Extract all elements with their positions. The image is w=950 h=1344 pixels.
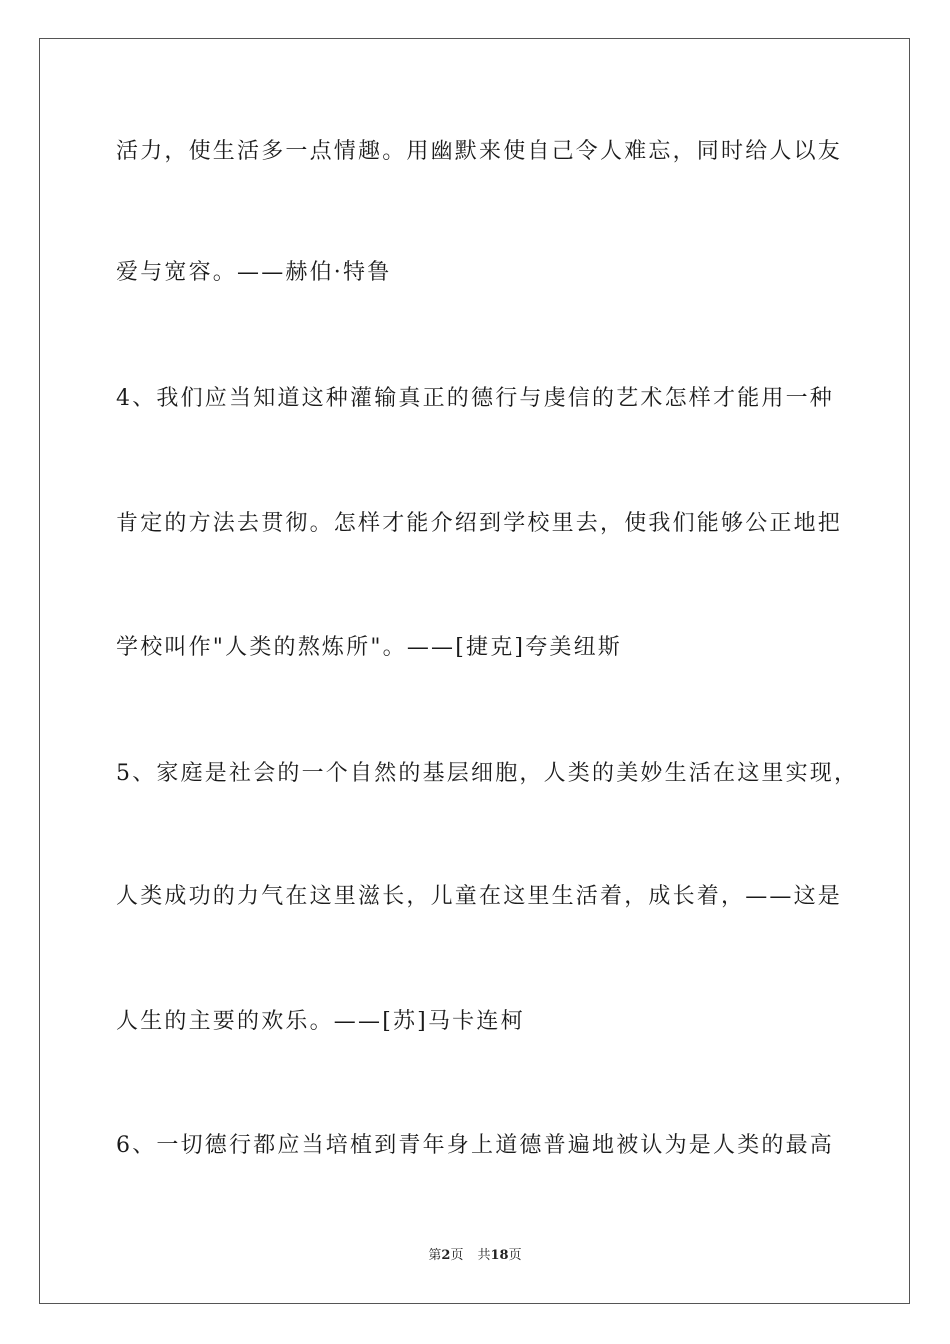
body-line-9: 6、一切德行都应当培植到青年身上道德普遍地被认为是人类的最高	[116, 1133, 834, 1158]
body-line-6: 5、家庭是社会的一个自然的基层细胞，人类的美妙生活在这里实现，	[116, 761, 859, 786]
footer-page-number: 2	[441, 1248, 451, 1263]
body-line-1: 活力，使生活多一点情趣。用幽默来使自己令人难忘，同时给人以友	[116, 139, 843, 164]
body-line-7: 人类成功的力气在这里滋长，儿童在这里生活着，成长着，——这是	[116, 884, 843, 909]
footer-page-suffix: 页	[450, 1248, 464, 1263]
footer-total-suffix: 页	[508, 1248, 522, 1263]
body-line-5: 学校叫作"人类的熬炼所"。——[捷克]夸美纽斯	[116, 635, 623, 660]
body-line-4: 肯定的方法去贯彻。怎样才能介绍到学校里去，使我们能够公正地把	[116, 511, 843, 536]
footer-total-number: 18	[490, 1248, 509, 1263]
page-border	[39, 38, 910, 1304]
footer-page-prefix: 第	[428, 1248, 442, 1263]
body-line-3: 4、我们应当知道这种灌输真正的德行与虔信的艺术怎样才能用一种	[116, 386, 834, 411]
footer-total-prefix: 共	[477, 1248, 491, 1263]
page-footer	[0, 1247, 950, 1265]
body-line-8: 人生的主要的欢乐。——[苏]马卡连柯	[116, 1009, 525, 1034]
body-line-2: 爱与宽容。——赫伯·特鲁	[116, 260, 392, 285]
